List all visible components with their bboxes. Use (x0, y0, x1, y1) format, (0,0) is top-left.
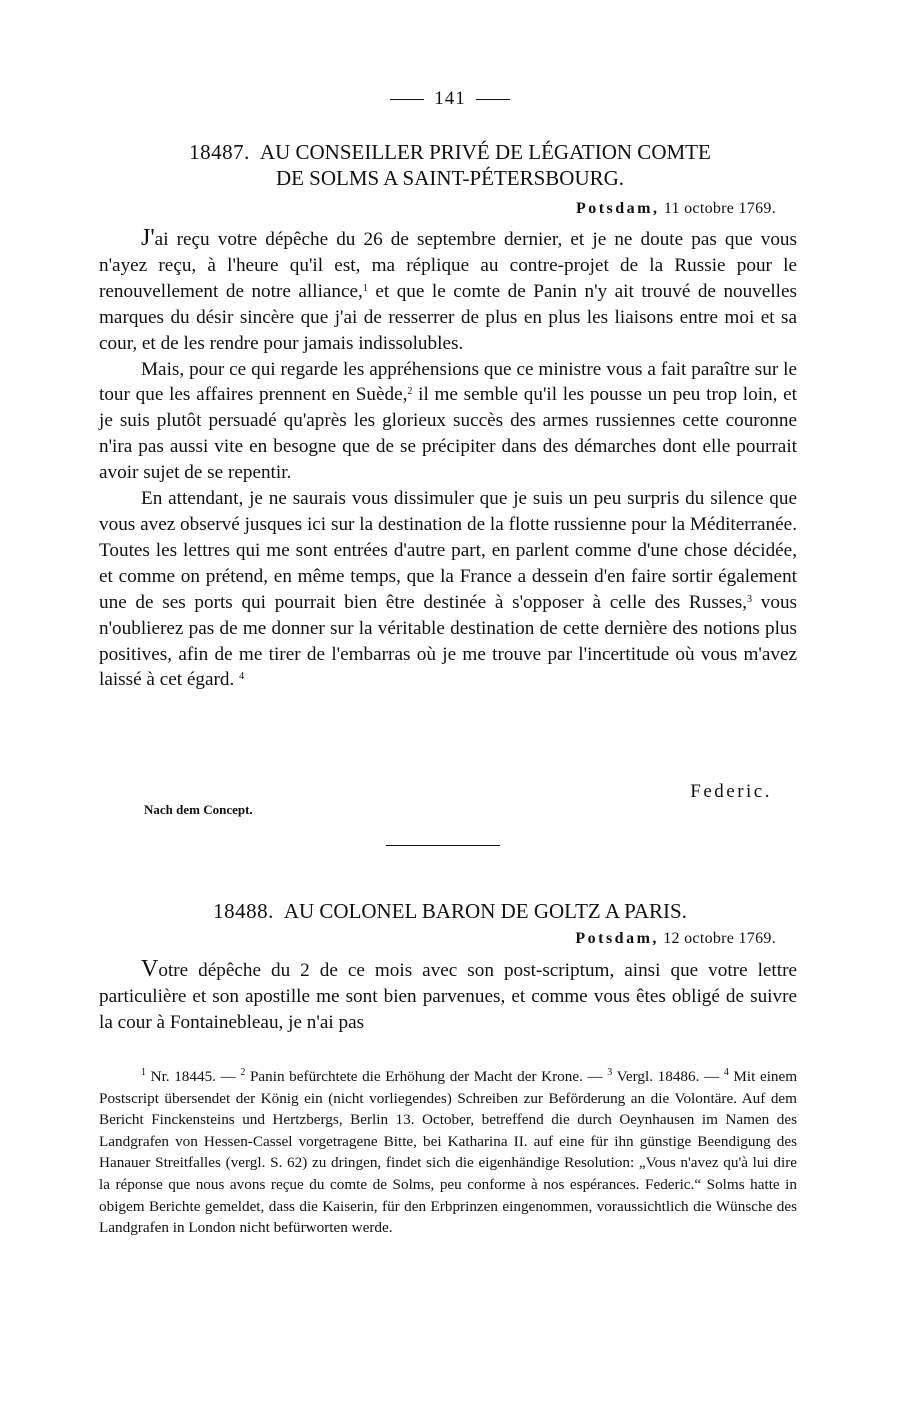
letter1-p2-text-b: il me semble qu'il les pousse un peu trop loin, et je suis plutôt persuadé qu'après les glorieux succès des armes russiennes cette couronne n'ira pas aussi vite en besogne que de se précipiter dans des démarches dont elle pourrait avoir sujet de se repentir. (99, 384, 797, 484)
section-divider (386, 845, 500, 846)
letter2-dateline (575, 930, 776, 948)
footnote-1: Nr. 18445. (150, 1068, 216, 1085)
footnote-block (99, 1066, 797, 1239)
letter1-number: 18487. (189, 140, 250, 164)
footnotes (99, 1066, 797, 1239)
footnote-separator: — (704, 1068, 720, 1085)
letter1-paragraph-2 (99, 357, 797, 487)
letter1-title-line1: AU CONSEILLER PRIVÉ DE LÉGATION COMTE (259, 140, 711, 164)
letter1-paragraph-3 (99, 486, 797, 693)
letter1-p3-text-a: En attendant, je ne saurais vous dissimuler que je suis un peu surpris du silence que vous avez observé jusques ici sur la destination de la flotte russienne pour la Méditerranée. Toutes les lettres qui me sont entrées d'autre part, en parlent comme d'une chose décidée, et comme on prétend, en même temps, que la France a dessein d'en faire sortir également une de ses ports qui pourrait bien être destinée à s'opposer à celle des Russes, (99, 488, 797, 613)
footnote-3-mark: 3 (607, 1067, 613, 1078)
letter1-dateline (576, 200, 776, 218)
letter1-date: 11 octobre 1769. (663, 200, 776, 217)
letter1-signature: Federic. (690, 781, 772, 802)
footnote-3: Vergl. 18486. (616, 1068, 700, 1085)
letter1-place: Potsdam, (575, 200, 660, 217)
page-number-dash-left (390, 99, 424, 100)
letter1-p3-text-b: vous n'oublierez pas de me donner sur la véritable destination de cette dernière des notions plus positives, afin de me tirer de l'embarras où je me trouve par l'incertitude où vous m'avez laissé à cet égard. (99, 591, 798, 691)
letter2-title: AU COLONEL BARON DE GOLTZ A PARIS. (283, 899, 687, 923)
footnote-mark-2: 2 (407, 386, 413, 398)
footnote-separator: — (587, 1068, 603, 1085)
footnote-separator: — (220, 1068, 236, 1085)
page-number-text: 141 (434, 88, 466, 109)
letter1-heading (100, 139, 800, 191)
letter1-source-note: Nach dem Concept. (144, 802, 253, 817)
footnote-2: Panin befürchtete die Erhöhung der Macht der Krone. (249, 1068, 583, 1085)
footnote-mark-3: 3 (747, 593, 753, 605)
footnote-mark-1: 1 (362, 282, 368, 294)
footnote-4: Mit einem Postscript übersendet der König ein (nicht vorliegendes) Schreiben zur Beförderung an die Volontäre. Auf dem Bericht Finckensteins und Hertzbergs, Berlin 13. October, betreffend die durch Oeynhausen im Namen des Landgrafen von Hessen-Cassel vorgetragene Bitte, bei Katharina II. auf eine für ihn günstige Beendigung des Hanauer Streitfalles (vergl. S. 62) zu dringen, findet sich die eigenhändige Resolution: „Vous n'avez qu'à lui dire la réponse que nous avons reçue du comte de Solms, peu conforme à nos espérances. Federic.“ Solms hatte in obigem Berichte gemeldet, dass die Kaiserin, für den Erbprinzen eingenommen, voraussichtlich die Wünsche des Landgrafen in London nicht befürworten werde. (99, 1068, 798, 1237)
footnote-4-mark: 4 (723, 1067, 729, 1078)
footnote-mark-4: 4 (239, 671, 245, 683)
footnote-1-mark: 1 (141, 1067, 146, 1078)
letter2-place: Potsdam, (575, 930, 659, 947)
letter2-paragraph-1: Votre dépêche du 2 de ce mois avec son post-scriptum, ainsi que votre lettre particulière et son apostille me sont bien parvenues, et comme vous êtes obligé de suivre la cour à Fontainebleau, je n'ai pas (99, 956, 797, 1033)
letter1-title-line2: DE SOLMS A SAINT-PÉTERSBOURG. (275, 166, 625, 190)
letter1-p1-text-b: et que le comte de Panin n'y ait trouvé de nouvelles marques du désir sincère que j'ai de resserrer de plus en plus les liaisons entre moi et sa cour, et de les rendre pour jamais indissolubles. (99, 280, 797, 354)
letter1-p1-text-a: J'ai reçu votre dépêche du 26 de septembre dernier, et je ne doute pas que vous n'ayez reçu, à l'heure qu'il est, ma réplique au contre-projet de la Russie pour le renouvellement de notre alliance, (99, 225, 797, 302)
footnote-2-mark: 2 (240, 1067, 246, 1078)
letter2-number: 18488. (213, 899, 274, 923)
letter1-p2-text-a: Mais, pour ce qui regarde les appréhensions que ce ministre vous a fait paraître sur le tour que les affaires prennent en Suède, (99, 358, 797, 406)
page-number-dash-right (476, 99, 510, 100)
letter2-heading (100, 898, 800, 924)
page-number (0, 88, 900, 110)
letter1-body (99, 226, 797, 693)
letter1-paragraph-1 (99, 226, 797, 357)
letter2-body (99, 957, 797, 1036)
letter2-date: 12 octobre 1769. (663, 930, 776, 947)
